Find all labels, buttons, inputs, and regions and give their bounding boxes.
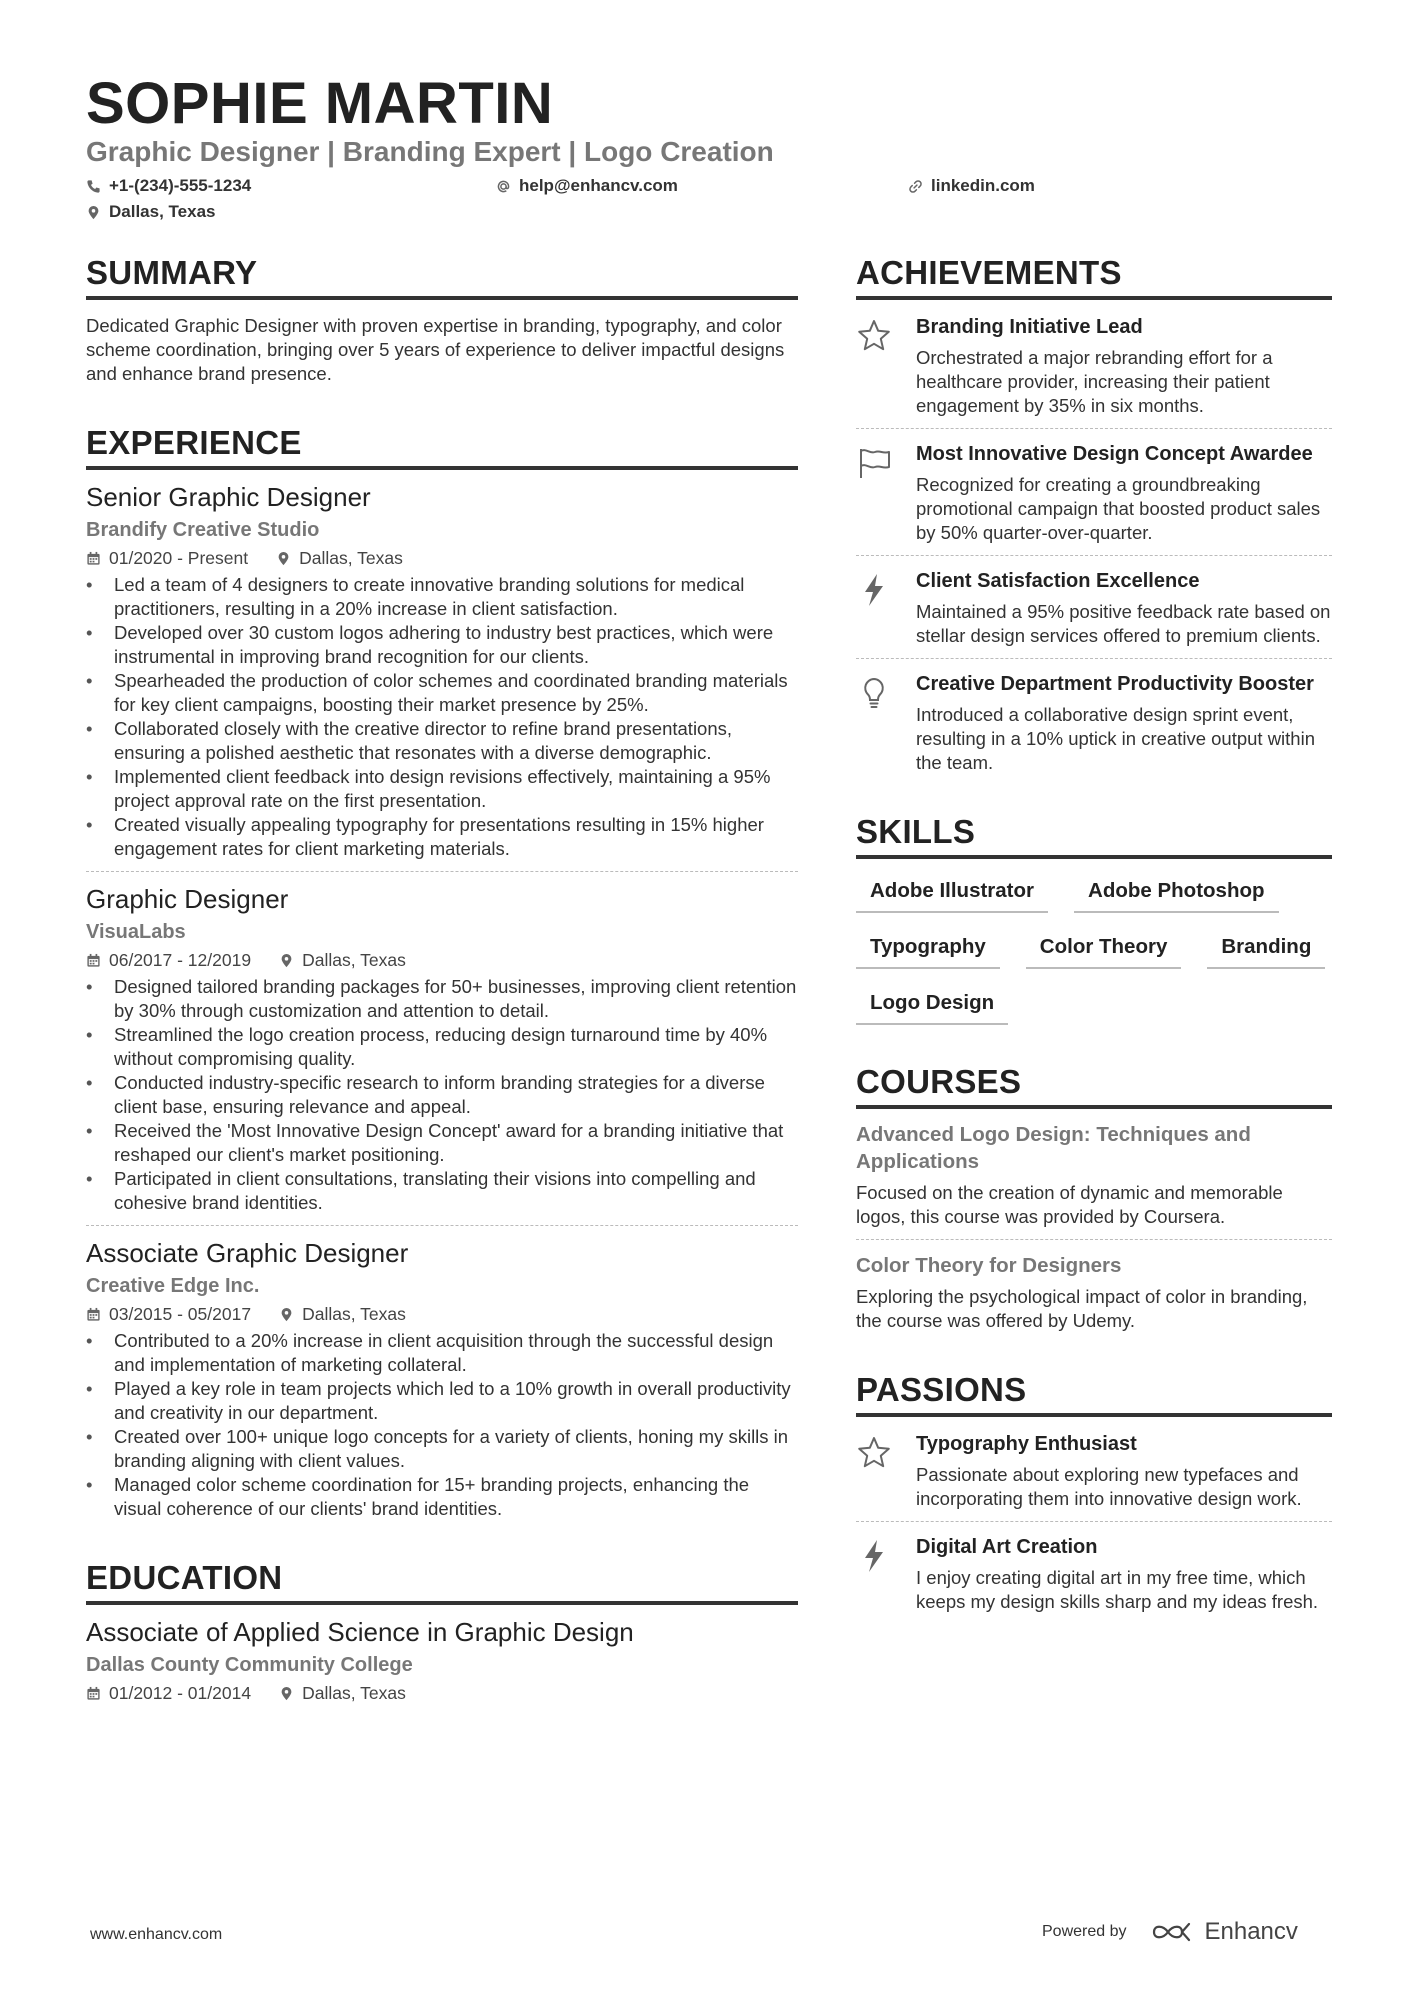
bullet-item: • Led a team of 4 designers to create innovative branding solutions for medical practitioners, resulting in a 20% increase in client satisfaction. (86, 573, 798, 621)
courses-section (856, 1063, 1332, 1333)
skill-tag: Color Theory (1026, 935, 1182, 969)
achievement-icon-wrap (856, 568, 898, 648)
skills-list (856, 879, 1332, 1025)
passion-body (916, 1534, 1332, 1614)
enhancv-wordmark: Enhancv (1204, 1918, 1298, 1945)
lightbulb-icon (856, 675, 892, 711)
course-item (856, 1252, 1332, 1333)
skills-heading: SKILLS (856, 813, 1332, 859)
summary-heading: SUMMARY (86, 254, 798, 300)
enhancv-logo[interactable] (1151, 1918, 1298, 1946)
job-dates (86, 548, 248, 569)
calendar-icon (86, 1307, 101, 1322)
achievement-desc: Orchestrated a major rebranding effort for a healthcare provider, increasing their patient engagement by 35% in six months. (916, 347, 1273, 416)
passion-desc: Passionate about exploring new typefaces and incorporating them into innovative design work. (916, 1464, 1302, 1509)
footer-branding (1042, 1918, 1298, 1946)
location-pin-icon (279, 1686, 294, 1701)
education-meta (86, 1683, 798, 1704)
achievements-heading: ACHIEVEMENTS (856, 254, 1332, 300)
job-location-text: Dallas, Texas (299, 548, 403, 568)
location-pin-icon (279, 953, 294, 968)
job-role: Graphic Designer (86, 884, 289, 914)
bullet-item: • Designed tailored branding packages for 50+ businesses, improving client retention by 30% through customization and attention to detail. (86, 975, 798, 1023)
job-company: Creative Edge Inc. (86, 1275, 260, 1297)
email-text[interactable]: help@enhancv.com (519, 176, 678, 195)
course-title: Advanced Logo Design: Techniques and Applications (856, 1123, 1251, 1173)
skills-section (856, 813, 1332, 1025)
contact-location (86, 202, 215, 222)
courses-heading: COURSES (856, 1063, 1332, 1109)
location-pin-icon (276, 551, 291, 566)
star-icon (856, 318, 892, 354)
bullet-item: • Created over 100+ unique logo concepts for a variety of clients, honing my skills in branding aligning with client values. (86, 1425, 798, 1473)
experience-entry (86, 482, 798, 861)
achievement-item (856, 441, 1332, 545)
contact-email (496, 176, 678, 196)
entry-divider (856, 1521, 1332, 1522)
job-company: Brandify Creative Studio (86, 519, 320, 541)
entry-divider (86, 871, 798, 872)
course-item (856, 1121, 1332, 1229)
left-column (86, 254, 798, 1708)
calendar-icon (86, 1686, 101, 1701)
passion-icon-wrap (856, 1534, 898, 1614)
experience-entry (86, 884, 798, 1215)
entry-divider (856, 555, 1332, 556)
bullet-item: • Conducted industry-specific research to inform branding strategies for a diverse client base, ensuring relevance and appeal. (86, 1071, 798, 1119)
achievement-item (856, 568, 1332, 648)
bolt-icon (856, 1538, 892, 1574)
job-role: Associate Graphic Designer (86, 1238, 409, 1268)
job-dates-text: 06/2017 - 12/2019 (109, 950, 252, 970)
job-location-text: Dallas, Texas (302, 1304, 406, 1324)
entry-divider (856, 658, 1332, 659)
calendar-icon (86, 953, 101, 968)
footer-site[interactable]: www.enhancv.com (90, 1926, 223, 1943)
course-desc: Focused on the creation of dynamic and memorable logos, this course was provided by Coursera. (856, 1182, 1283, 1227)
job-location (279, 950, 406, 971)
bullet-item: • Contributed to a 20% increase in client acquisition through the successful design and implementation of marketing collateral. (86, 1329, 798, 1377)
achievement-icon-wrap (856, 441, 898, 545)
achievement-item (856, 314, 1332, 418)
achievement-body (916, 568, 1332, 648)
bullet-item: • Participated in client consultations, translating their visions into compelling and cohesive brand identities. (86, 1167, 798, 1215)
candidate-headline: Graphic Designer | Branding Expert | Logo Creation (86, 136, 774, 167)
education-dates-text: 01/2012 - 01/2014 (109, 1683, 252, 1703)
location-pin-icon (86, 205, 101, 220)
entry-divider (86, 1225, 798, 1226)
job-meta (86, 950, 798, 971)
bullet-item: • Streamlined the logo creation process, reducing design turnaround time by 40% without compromising quality. (86, 1023, 798, 1071)
experience-section (86, 424, 798, 1521)
job-meta (86, 548, 798, 569)
at-icon (496, 179, 511, 194)
passion-desc: I enjoy creating digital art in my free time, which keeps my design skills sharp and my ideas fresh. (916, 1567, 1319, 1612)
passion-title: Digital Art Creation (916, 1536, 1098, 1558)
flag-icon (856, 445, 892, 481)
achievement-desc: Maintained a 95% positive feedback rate based on stellar design services offered to premium clients. (916, 601, 1331, 646)
phone-text[interactable]: +1-(234)-555-1234 (109, 176, 252, 195)
candidate-name: SOPHIE MARTIN (86, 71, 554, 136)
achievements-section (856, 254, 1332, 775)
passion-title: Typography Enthusiast (916, 1433, 1137, 1455)
bolt-icon (856, 572, 892, 608)
bullet-item: • Received the 'Most Innovative Design Concept' award for a branding initiative that reshaped our client's market positioning. (86, 1119, 798, 1167)
passions-section (856, 1371, 1332, 1614)
passion-item (856, 1534, 1332, 1614)
achievement-body (916, 314, 1332, 418)
website-text[interactable]: linkedin.com (931, 176, 1035, 195)
star-icon (856, 1435, 892, 1471)
skill-tag: Branding (1207, 935, 1325, 969)
experience-entry (86, 1238, 798, 1521)
right-column (856, 254, 1332, 1614)
skill-tag: Adobe Photoshop (1074, 879, 1279, 913)
passions-heading: PASSIONS (856, 1371, 1332, 1417)
job-location-text: Dallas, Texas (302, 950, 406, 970)
link-icon (908, 179, 923, 194)
achievement-title: Most Innovative Design Concept Awardee (916, 443, 1313, 465)
achievement-title: Branding Initiative Lead (916, 316, 1143, 338)
achievement-icon-wrap (856, 314, 898, 418)
entry-divider (856, 1239, 1332, 1240)
location-text: Dallas, Texas (109, 202, 216, 221)
job-dates-text: 01/2020 - Present (109, 548, 249, 568)
location-pin-icon (279, 1307, 294, 1322)
summary-text: Dedicated Graphic Designer with proven expertise in branding, typography, and color scheme coordination, bringing over 5 years of experience to deliver impactful designs and enhance brand presence. (86, 315, 785, 384)
education-degree: Associate of Applied Science in Graphic Design (86, 1617, 634, 1647)
achievement-item (856, 671, 1332, 775)
passion-item (856, 1431, 1332, 1511)
education-location (279, 1683, 406, 1704)
contact-phone (86, 176, 251, 196)
job-company: VisuaLabs (86, 921, 186, 943)
job-bullets (86, 1329, 798, 1521)
entry-divider (856, 428, 1332, 429)
bullet-item: • Played a key role in team projects which led to a 10% growth in overall productivity and creativity in our department. (86, 1377, 798, 1425)
powered-by-label: Powered by (1042, 1923, 1127, 1940)
bullet-item: • Managed color scheme coordination for 15+ branding projects, enhancing the visual coherence of our clients' brand identities. (86, 1473, 798, 1521)
experience-heading: EXPERIENCE (86, 424, 798, 470)
education-school: Dallas County Community College (86, 1654, 413, 1676)
skill-tag: Logo Design (856, 991, 1008, 1025)
job-dates (86, 950, 251, 971)
education-heading: EDUCATION (86, 1559, 798, 1605)
course-title: Color Theory for Designers (856, 1254, 1122, 1277)
achievement-body (916, 671, 1332, 775)
achievement-body (916, 441, 1332, 545)
bullet-item: • Implemented client feedback into design revisions effectively, maintaining a 95% project approval rate on the first presentation. (86, 765, 798, 813)
bullet-item: • Developed over 30 custom logos adhering to industry best practices, which were instrumental in improving brand recognition for our clients. (86, 621, 798, 669)
job-location (276, 548, 403, 569)
course-desc: Exploring the psychological impact of color in branding, the course was offered by Udemy. (856, 1286, 1308, 1331)
job-bullets (86, 975, 798, 1215)
phone-icon (86, 179, 101, 194)
job-meta (86, 1304, 798, 1325)
achievement-desc: Recognized for creating a groundbreaking promotional campaign that boosted product sales by 50% quarter-over-quarter. (916, 474, 1321, 543)
job-dates (86, 1304, 251, 1325)
education-dates (86, 1683, 251, 1704)
education-section (86, 1559, 798, 1704)
bullet-item: • Spearheaded the production of color schemes and coordinated branding materials for key client campaigns, boosting their market presence by 25%. (86, 669, 798, 717)
contact-website (908, 176, 1035, 196)
bullet-item: • Collaborated closely with the creative director to refine brand presentations, ensuring a polished aesthetic that resonates with a diverse demographic. (86, 717, 798, 765)
achievement-desc: Introduced a collaborative design sprint event, resulting in a 10% uptick in creative output within the team. (916, 704, 1315, 773)
skill-tag: Typography (856, 935, 1000, 969)
achievement-title: Client Satisfaction Excellence (916, 570, 1200, 592)
calendar-icon (86, 551, 101, 566)
passion-body (916, 1431, 1332, 1511)
achievement-title: Creative Department Productivity Booster (916, 673, 1314, 695)
summary-section (86, 254, 798, 386)
achievement-icon-wrap (856, 671, 898, 775)
job-role: Senior Graphic Designer (86, 482, 371, 512)
passion-icon-wrap (856, 1431, 898, 1511)
job-dates-text: 03/2015 - 05/2017 (109, 1304, 252, 1324)
job-bullets (86, 573, 798, 861)
education-location-text: Dallas, Texas (302, 1683, 406, 1703)
enhancv-logo-icon (1151, 1920, 1197, 1944)
bullet-item: • Created visually appealing typography for presentations resulting in 15% higher engagement rates for client marketing materials. (86, 813, 798, 861)
skill-tag: Adobe Illustrator (856, 879, 1048, 913)
job-location (279, 1304, 406, 1325)
